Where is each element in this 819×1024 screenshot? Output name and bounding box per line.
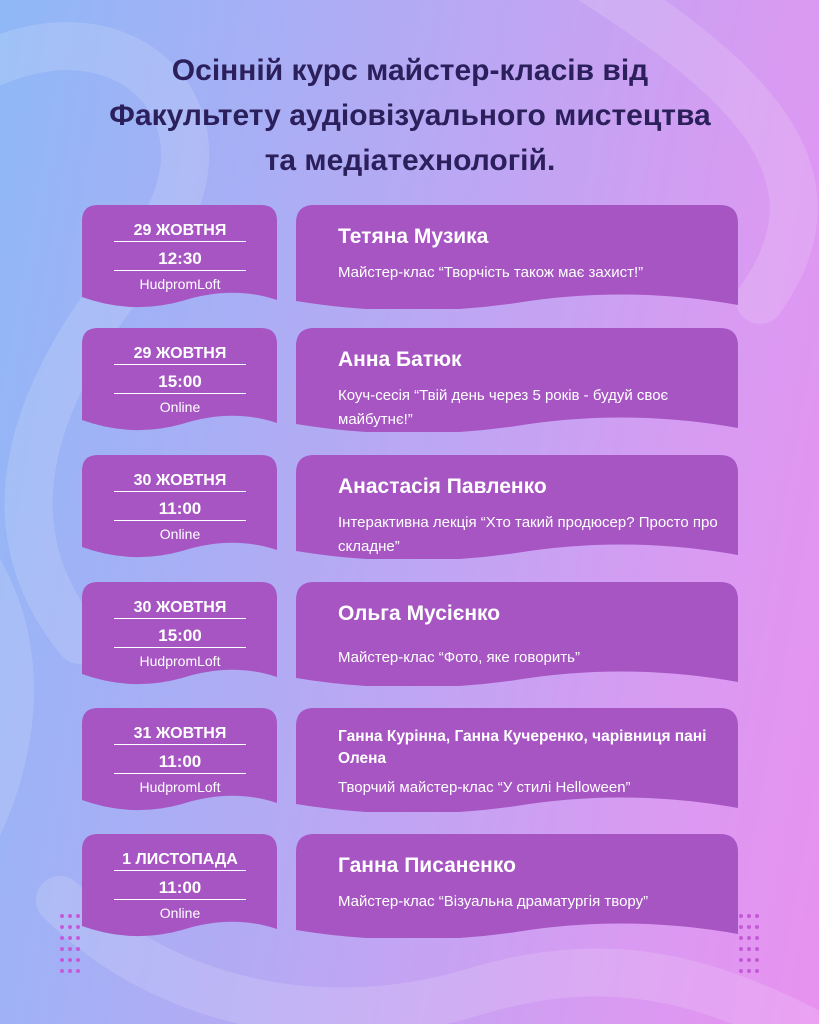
event-description: Творчий майстер-клас “У стилі Helloween”: [338, 779, 631, 796]
speaker-name: Анна Батюк: [338, 348, 462, 371]
event-date: 30 ЖОВТНЯ: [133, 599, 227, 616]
event-date: 29 ЖОВТНЯ: [133, 345, 227, 362]
event-time: 12:30: [158, 249, 202, 268]
page-title: [60, 48, 760, 183]
dots-right-decoration: [739, 914, 759, 973]
event-description: Майстер-клас “Фото, яке говорить”: [338, 649, 580, 666]
event-info-card: [296, 834, 738, 938]
event-time: 11:00: [158, 752, 202, 771]
divider: [114, 618, 246, 619]
event-place: Online: [159, 399, 201, 415]
event-info-card: [296, 708, 738, 812]
event-date-card: [82, 834, 277, 938]
event-time: 15:00: [158, 372, 202, 391]
divider: [114, 870, 246, 871]
title-line-3: та медіатехнологій.: [264, 144, 556, 177]
divider: [114, 899, 246, 900]
event-date-card: [82, 582, 277, 686]
speaker-name: Ольга Мусієнко: [338, 602, 501, 625]
divider: [114, 393, 246, 394]
divider: [114, 647, 246, 648]
event-date-card: [82, 708, 277, 812]
event-date: 29 ЖОВТНЯ: [133, 222, 227, 239]
event-time: 11:00: [158, 878, 202, 897]
divider: [114, 491, 246, 492]
title-line-1: Осінній курс майстер-класів від: [171, 54, 649, 87]
event-description: Майстер-клас “Творчість також має захист!”: [338, 264, 644, 281]
divider: [114, 270, 246, 271]
event-date-card: [82, 455, 277, 559]
event-time: 15:00: [158, 626, 202, 645]
event-info-card: [296, 455, 738, 559]
speaker-name: Ганна Курінна, Ганна Кучеренко, чарівниця пані Олена: [338, 728, 707, 767]
event-place: HudpromLoft: [139, 653, 221, 669]
speaker-name: Тетяна Музика: [338, 225, 489, 248]
divider: [114, 364, 246, 365]
speaker-name: Ганна Писаненко: [338, 854, 516, 877]
event-place: HudpromLoft: [139, 779, 221, 795]
event-date: 30 ЖОВТНЯ: [133, 472, 227, 489]
divider: [114, 744, 246, 745]
event-description: Майстер-клас “Візуальна драматургія твору”: [338, 893, 649, 910]
divider: [114, 241, 246, 242]
title-line-2: Факультету аудіовізуального мистецтва: [109, 99, 711, 132]
event-info-card: [296, 205, 738, 309]
divider: [114, 520, 246, 521]
event-place: Online: [159, 526, 201, 542]
event-place: HudpromLoft: [139, 276, 221, 292]
event-time: 11:00: [158, 499, 202, 518]
event-date: 1 ЛИСТОПАДА: [122, 851, 238, 868]
event-place: Online: [159, 905, 201, 921]
event-date-card: [82, 205, 277, 309]
event-info-card: [296, 328, 738, 432]
event-description: Інтерактивна лекція “Хто такий продюсер? Просто про складне”: [338, 514, 718, 555]
event-description: Коуч-сесія “Твій день через 5 років - будуй своє майбутнє!”: [338, 387, 669, 428]
event-info-card: [296, 582, 738, 686]
event-date-card: [82, 328, 277, 432]
speaker-name: Анастасія Павленко: [338, 475, 547, 498]
event-date: 31 ЖОВТНЯ: [133, 725, 227, 742]
divider: [114, 773, 246, 774]
